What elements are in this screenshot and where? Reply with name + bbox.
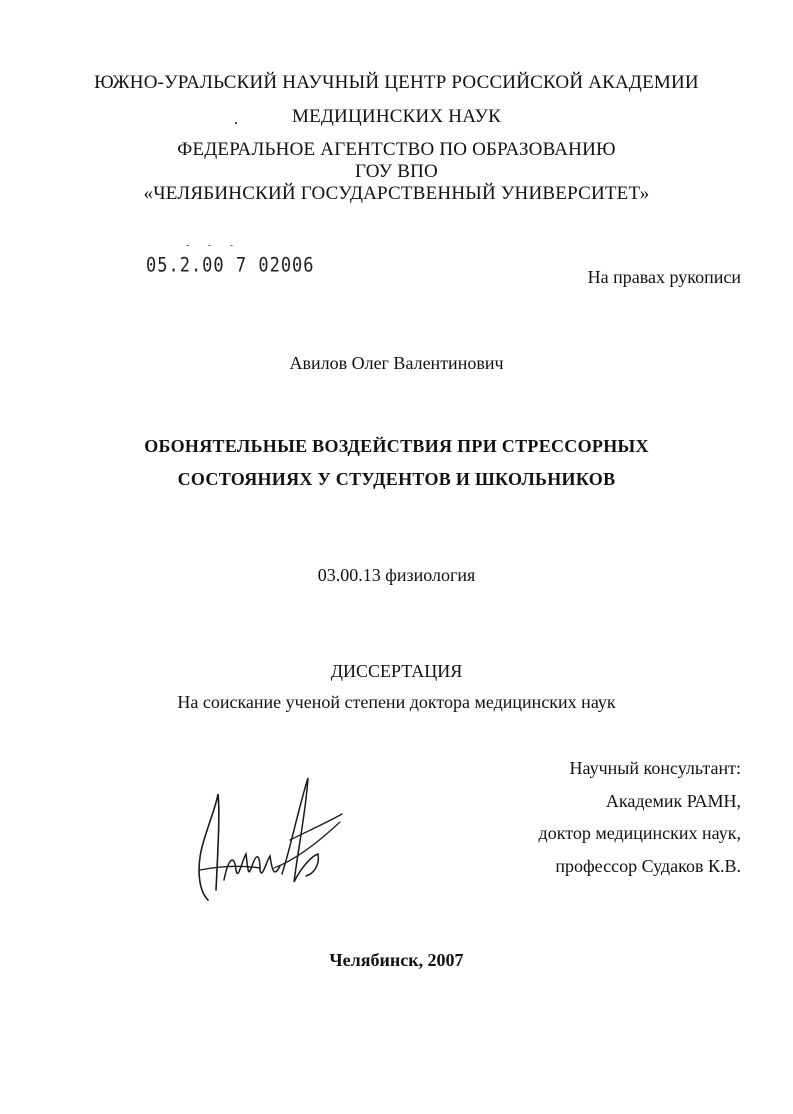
specialty: 03.00.13 физиология (317, 565, 476, 585)
header-line-5: «ЧЕЛЯБИНСКИЙ ГОСУДАРСТВЕННЫЙ УНИВЕРСИТЕТ» (143, 183, 650, 204)
rights-note: На правах рукописи (587, 267, 741, 287)
header-line-4: ГОУ ВПО (355, 161, 438, 182)
stamp-ticks: - - - (186, 240, 241, 251)
header-line-1: ЮЖНО-УРАЛЬСКИЙ НАУЧНЫЙ ЦЕНТР РОССИЙСКОЙ АКАДЕМИИ (94, 72, 699, 93)
title-line-1: ОБОНЯТЕЛЬНЫЕ ВОЗДЕЙСТВИЯ ПРИ СТРЕССОРНЫХ (144, 436, 649, 456)
header-line-2: МЕДИЦИНСКИХ НАУК (292, 106, 501, 127)
signature (190, 770, 350, 910)
consultant-line-1: Академик РАМН, (605, 791, 741, 811)
header-line-3: ФЕДЕРАЛЬНОЕ АГЕНТСТВО ПО ОБРАЗОВАНИЮ (177, 139, 616, 160)
document-type: ДИССЕРТАЦИЯ (330, 661, 463, 681)
author-name: Авилов Олег Валентинович (289, 353, 504, 373)
consultant-line-3: профессор Судаков К.В. (555, 856, 741, 876)
title-line-2: СОСТОЯНИЯХ У СТУДЕНТОВ И ШКОЛЬНИКОВ (177, 469, 616, 489)
consultant-label: Научный консультант: (569, 758, 741, 778)
footer-city-year: Челябинск, 2007 (329, 950, 464, 970)
registration-stamp: 05.2.00 7 02006 (146, 254, 315, 277)
consultant-line-2: доктор медицинских наук, (538, 823, 741, 843)
degree-line: На соискание ученой степени доктора медицинских наук (177, 692, 616, 712)
